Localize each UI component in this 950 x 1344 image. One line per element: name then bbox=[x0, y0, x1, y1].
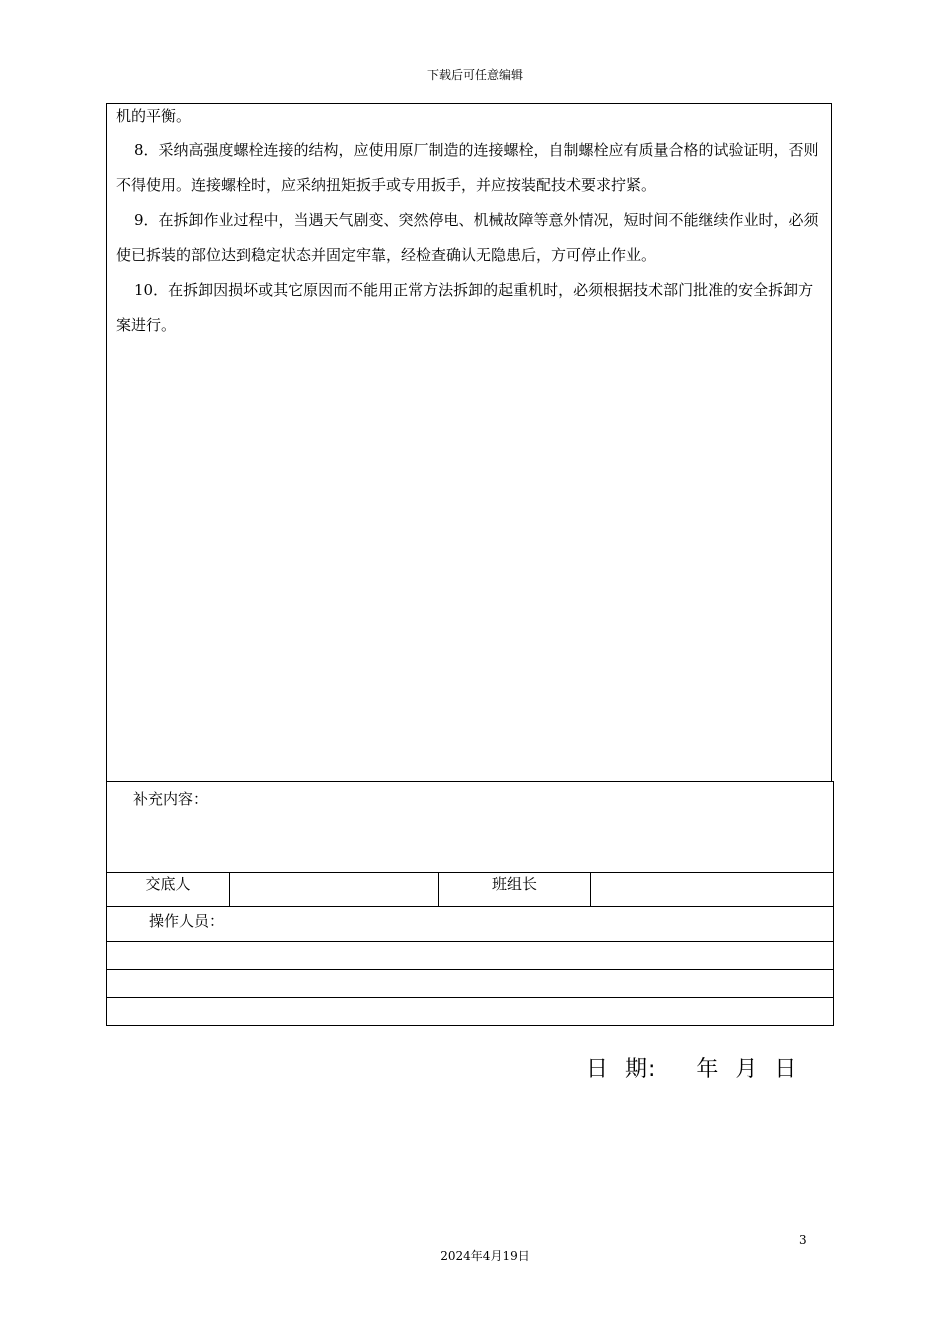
team-leader-field[interactable] bbox=[591, 873, 834, 907]
page-number: 3 bbox=[799, 1233, 807, 1247]
content-box bbox=[106, 103, 832, 781]
operators-label: 操作人员： bbox=[149, 912, 225, 930]
operator-row-3[interactable] bbox=[107, 998, 834, 1026]
paragraph-item-9: 9．在拆卸作业过程中，当遇天气剧变、突然停电、机械故障等意外情况，短时间不能继续作业时，必须使已拆装的部位达到稳定状态并固定牢靠，经检查确认无隐患后，方可停止作业。 bbox=[116, 211, 819, 264]
handover-label: 交底人 bbox=[107, 873, 230, 907]
page-footer: 2024年4月19日 bbox=[440, 1249, 530, 1263]
paragraph-continuation: 机的平衡。 bbox=[116, 107, 192, 125]
supplement-label: 补充内容： bbox=[133, 790, 209, 808]
page-header: 下载后可任意编辑 bbox=[426, 68, 523, 82]
team-leader-label: 班组长 bbox=[439, 873, 591, 907]
signature-table bbox=[106, 781, 834, 1026]
paragraph-item-10: 10．在拆卸因损坏或其它原因而不能用正常方法拆卸的起重机时，必须根据技术部门批准的安全拆卸方案进行。 bbox=[116, 281, 814, 334]
operators-cell bbox=[107, 907, 834, 942]
operator-row-1[interactable] bbox=[107, 942, 834, 970]
body-text bbox=[116, 104, 822, 343]
supplement-cell bbox=[107, 782, 834, 873]
operator-row-2[interactable] bbox=[107, 970, 834, 998]
handover-field[interactable] bbox=[230, 873, 439, 907]
paragraph-item-8: 8．采纳高强度螺栓连接的结构，应使用原厂制造的连接螺栓，自制螺栓应有质量合格的试验证明，否则不得使用。连接螺栓时，应采纳扭矩扳手或专用扳手，并应按装配技术要求拧紧。 bbox=[116, 141, 819, 194]
date-line: 日 期: 年 月 日 bbox=[586, 1057, 798, 1082]
